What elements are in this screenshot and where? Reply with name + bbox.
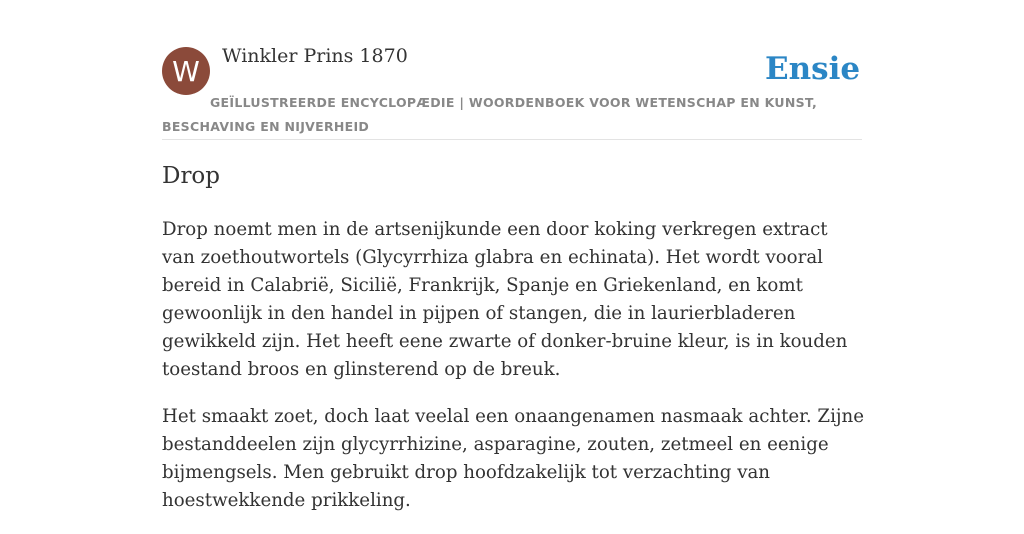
source-avatar[interactable] [162, 47, 210, 95]
entry-title: Drop [162, 163, 221, 189]
header-divider [162, 139, 862, 140]
source-title[interactable]: Winkler Prins 1870 [222, 45, 408, 67]
ensie-logo[interactable]: Ensie [765, 51, 861, 87]
entry-body [162, 216, 866, 534]
avatar-letter: W [172, 54, 200, 88]
source-subtitle: GEÏLLUSTREERDE ENCYCLOPÆDIE | WOORDENBOEK VOOR WETENSCHAP EN KUNST, BESCHAVING EN NIJVERHEID [162, 95, 818, 134]
entry-paragraph: Drop noemt men in de artsenijkunde een door koking verkregen extract van zoethoutwortels (Glycyrrhiza glabra en echinata). Het wordt vooral bereid in Calabrië, Sicilië, Frankrijk, Spanje en Griekenland, en komt gewoonlijk in den handel in pijpen of stangen, die in laurierbladeren gewikkeld zijn. Het heeft eene zwarte of donker-bruine kleur, is in kouden toestand broos en glinsterend op de breuk. [162, 219, 848, 380]
entry-paragraph: Het smaakt zoet, doch laat veelal een onaangenamen nasmaak achter. Zijne bestanddeelen zijn glycyrrhizine, asparagine, zouten, zetmeel en eenige bijmengsels. Men gebruikt drop hoofdzakelijk tot verzachting van hoestwekkende prikkeling. [162, 406, 865, 511]
